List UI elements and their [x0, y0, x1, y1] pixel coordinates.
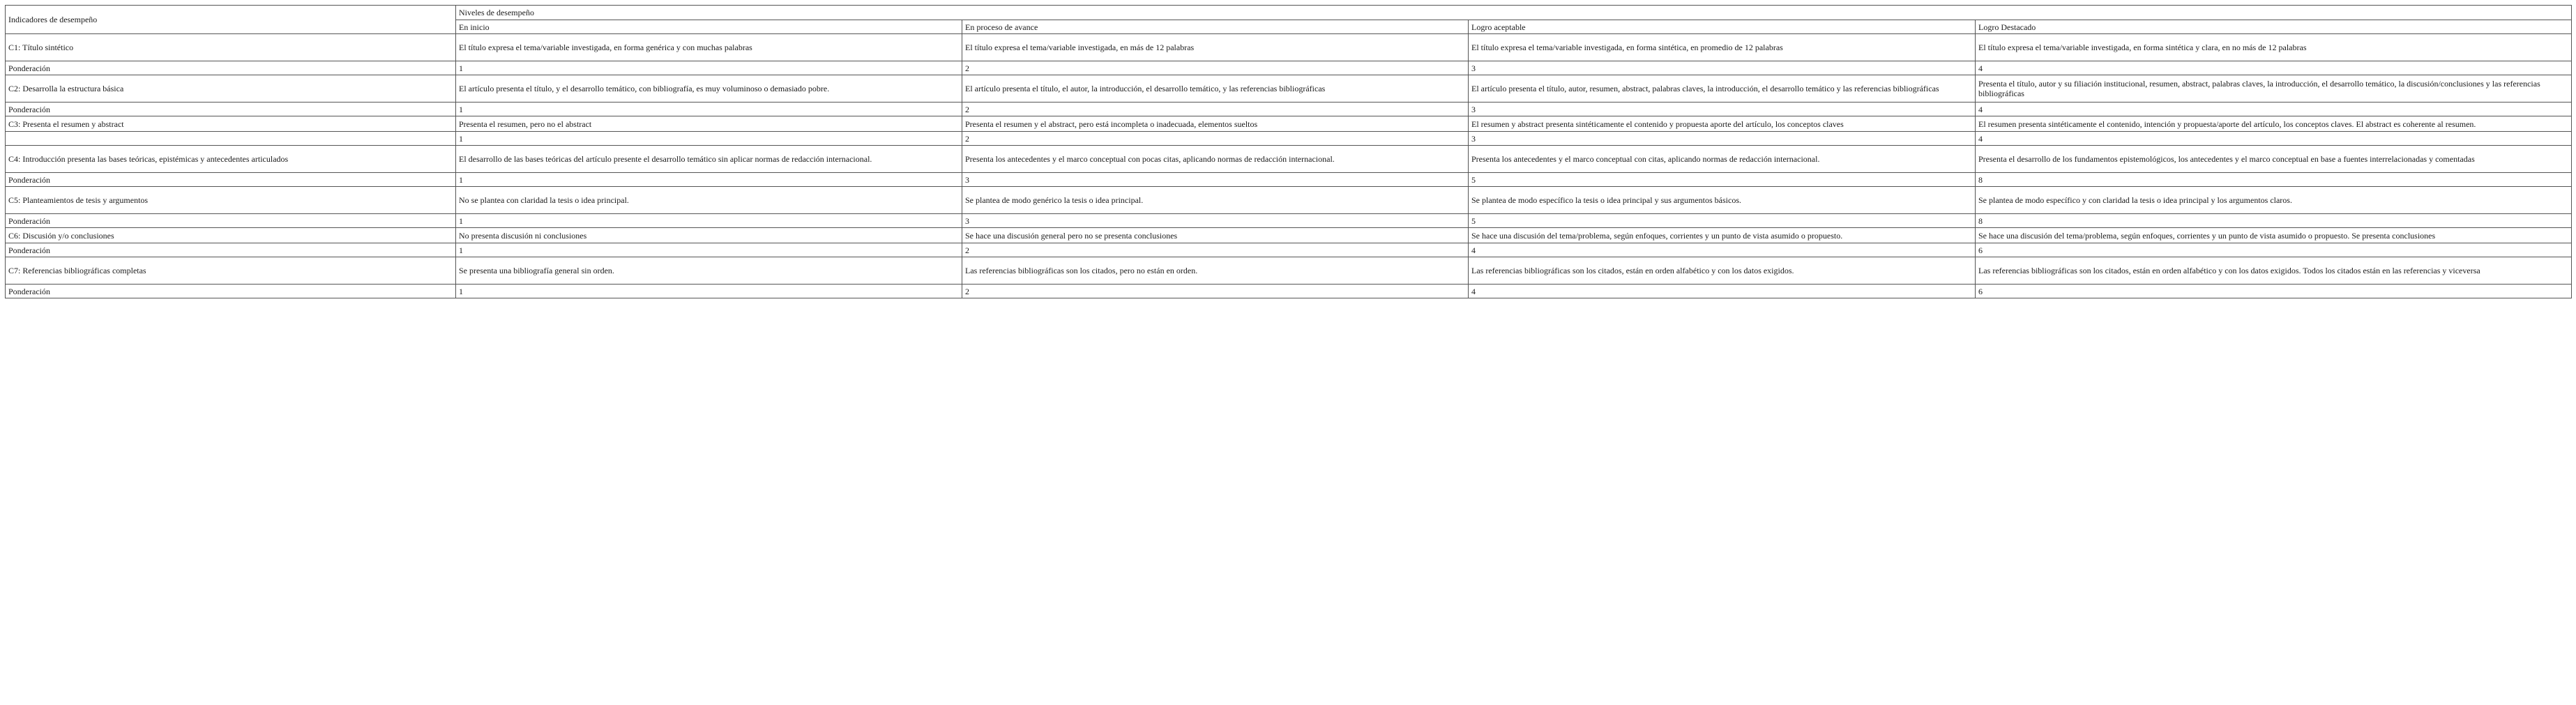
- criterion-row: [6, 257, 2572, 285]
- criterion-label: C1: Título sintético: [6, 34, 456, 61]
- descriptor-cell: Presenta el desarrollo de los fundamentos epistemológicos, los antecedentes y el marco conceptual en base a fuentes interrelacionadas y comentadas: [1976, 146, 2572, 173]
- weight-value: 4: [1976, 103, 2572, 116]
- criterion-label: C7: Referencias bibliográficas completas: [6, 257, 456, 285]
- descriptor-cell: El artículo presenta el título, el autor, la introducción, el desarrollo temático, y las referencias bibliográficas: [962, 75, 1469, 103]
- weight-label: Ponderación: [6, 243, 456, 257]
- descriptor-cell: Se hace una discusión del tema/problema, según enfoques, corrientes y un punto de vista asumido o propuesto. Se presenta conclusiones: [1976, 228, 2572, 243]
- weight-value: 3: [1469, 61, 1976, 75]
- weight-row: [6, 103, 2572, 116]
- weight-value: 2: [962, 285, 1469, 298]
- weight-value: 2: [962, 61, 1469, 75]
- weight-value: 2: [962, 243, 1469, 257]
- descriptor-cell: Se hace una discusión del tema/problema, según enfoques, corrientes y un punto de vista asumido o propuesto.: [1469, 228, 1976, 243]
- criterion-row: [6, 34, 2572, 61]
- descriptor-cell: El resumen presenta sintéticamente el contenido, intención y propuesta/aporte del artículo, los conceptos claves. El abstract es coherente al resumen.: [1976, 116, 2572, 132]
- descriptor-cell: El título expresa el tema/variable investigada, en forma sintética y clara, en no más de 12 palabras: [1976, 34, 2572, 61]
- descriptor-cell: Presenta el título, autor y su filiación institucional, resumen, abstract, palabras claves, la introducción, el desarrollo temático, la discusión/conclusiones y las referencias bibliográficas: [1976, 75, 2572, 103]
- descriptor-cell: Se plantea de modo específico la tesis o idea principal y sus argumentos básicos.: [1469, 187, 1976, 214]
- weight-value: 1: [456, 132, 962, 146]
- descriptor-cell: Se hace una discusión general pero no se presenta conclusiones: [962, 228, 1469, 243]
- weight-row: [6, 132, 2572, 146]
- weight-label: Ponderación: [6, 173, 456, 187]
- weight-row: [6, 285, 2572, 298]
- weight-value: 2: [962, 103, 1469, 116]
- weight-value: 5: [1469, 214, 1976, 228]
- criterion-row: [6, 75, 2572, 103]
- descriptor-cell: No se plantea con claridad la tesis o idea principal.: [456, 187, 962, 214]
- descriptor-cell: Se plantea de modo genérico la tesis o idea principal.: [962, 187, 1469, 214]
- weight-value: 1: [456, 214, 962, 228]
- weight-value: 1: [456, 173, 962, 187]
- weight-value: 3: [1469, 103, 1976, 116]
- descriptor-cell: El resumen y abstract presenta sintéticamente el contenido y propuesta aporte del artículo, los conceptos claves: [1469, 116, 1976, 132]
- weight-label: Ponderación: [6, 103, 456, 116]
- weight-value: 8: [1976, 214, 2572, 228]
- weight-value: 3: [962, 173, 1469, 187]
- weight-label: Ponderación: [6, 214, 456, 228]
- weight-value: 4: [1469, 243, 1976, 257]
- descriptor-cell: El desarrollo de las bases teóricas del artículo presente el desarrollo temático sin aplicar normas de redacción internacional.: [456, 146, 962, 173]
- criterion-label: C2: Desarrolla la estructura básica: [6, 75, 456, 103]
- criterion-row: [6, 146, 2572, 173]
- descriptor-cell: El título expresa el tema/variable investigada, en más de 12 palabras: [962, 34, 1469, 61]
- criterion-label: C6: Discusión y/o conclusiones: [6, 228, 456, 243]
- criterion-label: C4: Introducción presenta las bases teóricas, epistémicas y antecedentes articulados: [6, 146, 456, 173]
- weight-label: Ponderación: [6, 285, 456, 298]
- weight-value: 4: [1976, 132, 2572, 146]
- criterion-row: [6, 187, 2572, 214]
- level-header: En inicio: [456, 20, 962, 34]
- weight-value: 4: [1469, 285, 1976, 298]
- weight-label: [6, 132, 456, 146]
- descriptor-cell: Se plantea de modo específico y con claridad la tesis o idea principal y los argumentos claros.: [1976, 187, 2572, 214]
- criterion-label: C5: Planteamientos de tesis y argumentos: [6, 187, 456, 214]
- weight-value: 4: [1976, 61, 2572, 75]
- descriptor-cell: No presenta discusión ni conclusiones: [456, 228, 962, 243]
- descriptor-cell: Se presenta una bibliografía general sin orden.: [456, 257, 962, 285]
- criterion-row: [6, 228, 2572, 243]
- weight-value: 6: [1976, 285, 2572, 298]
- weight-row: [6, 214, 2572, 228]
- weight-value: 8: [1976, 173, 2572, 187]
- weight-value: 2: [962, 132, 1469, 146]
- header-row: [6, 6, 2572, 20]
- descriptor-cell: Presenta los antecedentes y el marco conceptual con pocas citas, aplicando normas de redacción internacional.: [962, 146, 1469, 173]
- indicators-header: Indicadores de desempeño: [6, 6, 456, 34]
- weight-row: [6, 173, 2572, 187]
- descriptor-cell: Las referencias bibliográficas son los citados, pero no están en orden.: [962, 257, 1469, 285]
- weight-label: Ponderación: [6, 61, 456, 75]
- weight-row: [6, 61, 2572, 75]
- descriptor-cell: El artículo presenta el título, y el desarrollo temático, con bibliografía, es muy voluminoso o demasiado pobre.: [456, 75, 962, 103]
- level-header: Logro aceptable: [1469, 20, 1976, 34]
- descriptor-cell: Las referencias bibliográficas son los citados, están en orden alfabético y con los datos exigidos. Todos los citados están en las referencias y viceversa: [1976, 257, 2572, 285]
- level-header: Logro Destacado: [1976, 20, 2572, 34]
- level-header: En proceso de avance: [962, 20, 1469, 34]
- descriptor-cell: Presenta el resumen y el abstract, pero está incompleta o inadecuada, elementos sueltos: [962, 116, 1469, 132]
- weight-value: 6: [1976, 243, 2572, 257]
- weight-value: 1: [456, 285, 962, 298]
- weight-value: 1: [456, 103, 962, 116]
- weight-row: [6, 243, 2572, 257]
- levels-header: Niveles de desempeño: [456, 6, 2572, 20]
- descriptor-cell: El título expresa el tema/variable investigada, en forma genérica y con muchas palabras: [456, 34, 962, 61]
- descriptor-cell: Presenta los antecedentes y el marco conceptual con citas, aplicando normas de redacción internacional.: [1469, 146, 1976, 173]
- weight-value: 1: [456, 61, 962, 75]
- rubric-body: [6, 6, 2572, 298]
- weight-value: 3: [1469, 132, 1976, 146]
- criterion-row: [6, 116, 2572, 132]
- descriptor-cell: El artículo presenta el título, autor, resumen, abstract, palabras claves, la introducción, el desarrollo temático y las referencias bibliográficas: [1469, 75, 1976, 103]
- descriptor-cell: Presenta el resumen, pero no el abstract: [456, 116, 962, 132]
- rubric-table: [5, 5, 2572, 298]
- criterion-label: C3: Presenta el resumen y abstract: [6, 116, 456, 132]
- weight-value: 1: [456, 243, 962, 257]
- weight-value: 3: [962, 214, 1469, 228]
- descriptor-cell: Las referencias bibliográficas son los citados, están en orden alfabético y con los datos exigidos.: [1469, 257, 1976, 285]
- descriptor-cell: El título expresa el tema/variable investigada, en forma sintética, en promedio de 12 palabras: [1469, 34, 1976, 61]
- weight-value: 5: [1469, 173, 1976, 187]
